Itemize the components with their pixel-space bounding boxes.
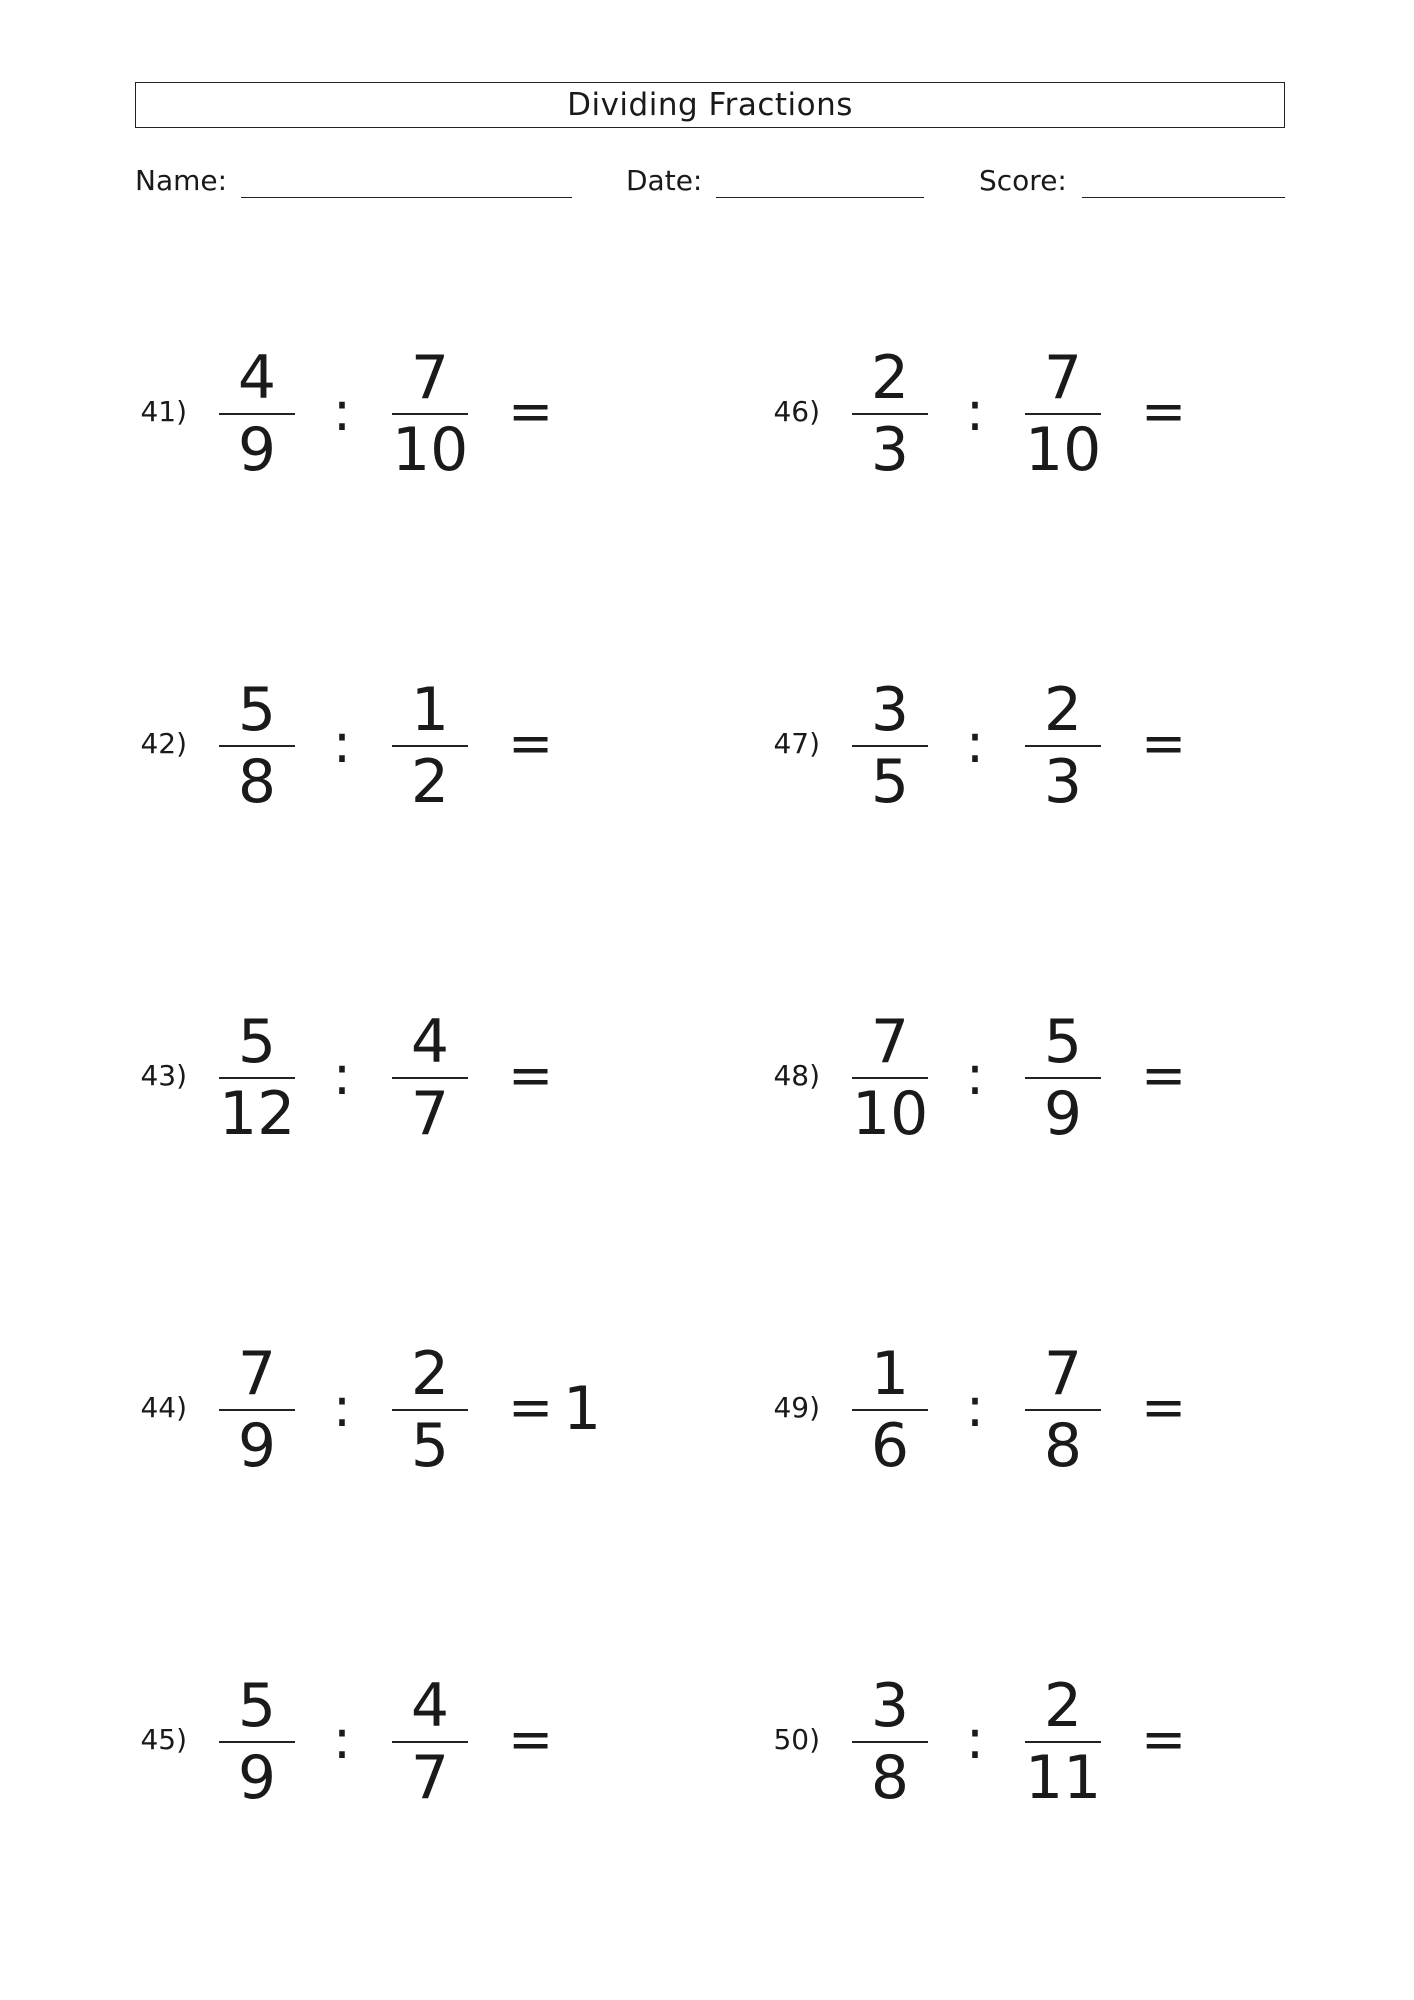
numerator: 7 <box>237 1339 277 1409</box>
division-colon: : <box>332 380 352 443</box>
problem <box>135 345 655 485</box>
divisor-fraction <box>1025 1673 1101 1813</box>
dividend-fraction <box>852 677 928 817</box>
denominator: 10 <box>392 415 469 485</box>
denominator: 6 <box>870 1411 910 1481</box>
problem-number: 48) <box>773 1059 820 1092</box>
equals-sign: = <box>508 380 554 443</box>
divisor-fraction <box>392 1009 468 1149</box>
divisor-fraction <box>1025 1009 1101 1149</box>
denominator: 10 <box>1025 415 1102 485</box>
problem-number: 42) <box>140 727 187 760</box>
denominator: 7 <box>410 1743 450 1813</box>
denominator: 2 <box>410 747 450 817</box>
numerator: 4 <box>410 1671 450 1741</box>
denominator: 3 <box>1043 747 1083 817</box>
numerator: 1 <box>410 675 450 745</box>
denominator: 5 <box>870 747 910 817</box>
denominator: 9 <box>237 1743 277 1813</box>
problem-number: 47) <box>773 727 820 760</box>
equals-sign: = <box>1141 1044 1187 1107</box>
numerator: 2 <box>870 343 910 413</box>
equals-sign: = <box>1141 1376 1187 1439</box>
equals-sign: = <box>508 712 554 775</box>
denominator: 5 <box>410 1411 450 1481</box>
denominator: 7 <box>410 1079 450 1149</box>
problem-number: 49) <box>773 1391 820 1424</box>
denominator: 10 <box>852 1079 929 1149</box>
divisor-fraction <box>1025 345 1101 485</box>
numerator: 7 <box>1043 1339 1083 1409</box>
denominator: 11 <box>1025 1743 1102 1813</box>
problem <box>768 1673 1288 1813</box>
denominator: 8 <box>870 1743 910 1813</box>
denominator: 12 <box>219 1079 296 1149</box>
division-colon: : <box>332 1044 352 1107</box>
numerator: 2 <box>410 1339 450 1409</box>
equals-sign: = <box>1141 712 1187 775</box>
name-field[interactable] <box>135 163 572 199</box>
denominator: 9 <box>1043 1079 1083 1149</box>
numerator: 4 <box>237 343 277 413</box>
problem <box>135 1009 655 1149</box>
name-label: Name: <box>135 164 228 197</box>
problem-number: 50) <box>773 1723 820 1756</box>
numerator: 3 <box>870 1671 910 1741</box>
numerator: 5 <box>237 1671 277 1741</box>
division-colon: : <box>965 380 985 443</box>
problem-number: 41) <box>140 395 187 428</box>
numerator: 5 <box>237 1007 277 1077</box>
dividend-fraction <box>219 677 295 817</box>
equals-sign: = <box>508 1044 554 1107</box>
numerator: 7 <box>410 343 450 413</box>
score-blank-line[interactable] <box>1082 197 1285 198</box>
problem <box>768 345 1288 485</box>
denominator: 8 <box>237 747 277 817</box>
problem-number: 45) <box>140 1723 187 1756</box>
division-colon: : <box>965 1044 985 1107</box>
denominator: 9 <box>237 1411 277 1481</box>
equals-sign: = <box>508 1708 554 1771</box>
numerator: 3 <box>870 675 910 745</box>
numerator: 5 <box>237 675 277 745</box>
denominator: 3 <box>870 415 910 485</box>
division-colon: : <box>965 1708 985 1771</box>
divisor-fraction <box>392 677 468 817</box>
dividend-fraction <box>219 1009 295 1149</box>
divisor-fraction <box>1025 1341 1101 1481</box>
name-blank-line[interactable] <box>241 197 572 198</box>
problem <box>135 1341 655 1481</box>
problem <box>135 677 655 817</box>
numerator: 4 <box>410 1007 450 1077</box>
date-field[interactable] <box>626 163 924 199</box>
equals-sign: = <box>508 1376 554 1439</box>
division-colon: : <box>332 712 352 775</box>
numerator: 2 <box>1043 1671 1083 1741</box>
problem-number: 46) <box>773 395 820 428</box>
denominator: 9 <box>237 415 277 485</box>
numerator: 7 <box>870 1007 910 1077</box>
problem <box>768 677 1288 817</box>
division-colon: : <box>965 1376 985 1439</box>
dividend-fraction <box>852 1341 928 1481</box>
division-colon: : <box>332 1708 352 1771</box>
problem <box>768 1341 1288 1481</box>
division-colon: : <box>965 712 985 775</box>
score-field[interactable] <box>979 163 1285 199</box>
problem <box>135 1673 655 1813</box>
numerator: 5 <box>1043 1007 1083 1077</box>
dividend-fraction <box>219 1341 295 1481</box>
dividend-fraction <box>219 345 295 485</box>
equals-sign: = <box>1141 380 1187 443</box>
divisor-fraction <box>392 1673 468 1813</box>
dividend-fraction <box>852 1009 928 1149</box>
answer-field[interactable]: 1 <box>563 1374 602 1444</box>
numerator: 7 <box>1043 343 1083 413</box>
dividend-fraction <box>219 1673 295 1813</box>
score-label: Score: <box>979 164 1067 197</box>
equals-sign: = <box>1141 1708 1187 1771</box>
divisor-fraction <box>392 1341 468 1481</box>
problem-number: 43) <box>140 1059 187 1092</box>
numerator: 1 <box>870 1339 910 1409</box>
problem <box>768 1009 1288 1149</box>
problem-number: 44) <box>140 1391 187 1424</box>
dividend-fraction <box>852 345 928 485</box>
divisor-fraction <box>1025 677 1101 817</box>
date-blank-line[interactable] <box>716 197 924 198</box>
division-colon: : <box>332 1376 352 1439</box>
numerator: 2 <box>1043 675 1083 745</box>
worksheet-title: Dividing Fractions <box>135 82 1285 128</box>
date-label: Date: <box>626 164 703 197</box>
dividend-fraction <box>852 1673 928 1813</box>
denominator: 8 <box>1043 1411 1083 1481</box>
divisor-fraction <box>392 345 468 485</box>
